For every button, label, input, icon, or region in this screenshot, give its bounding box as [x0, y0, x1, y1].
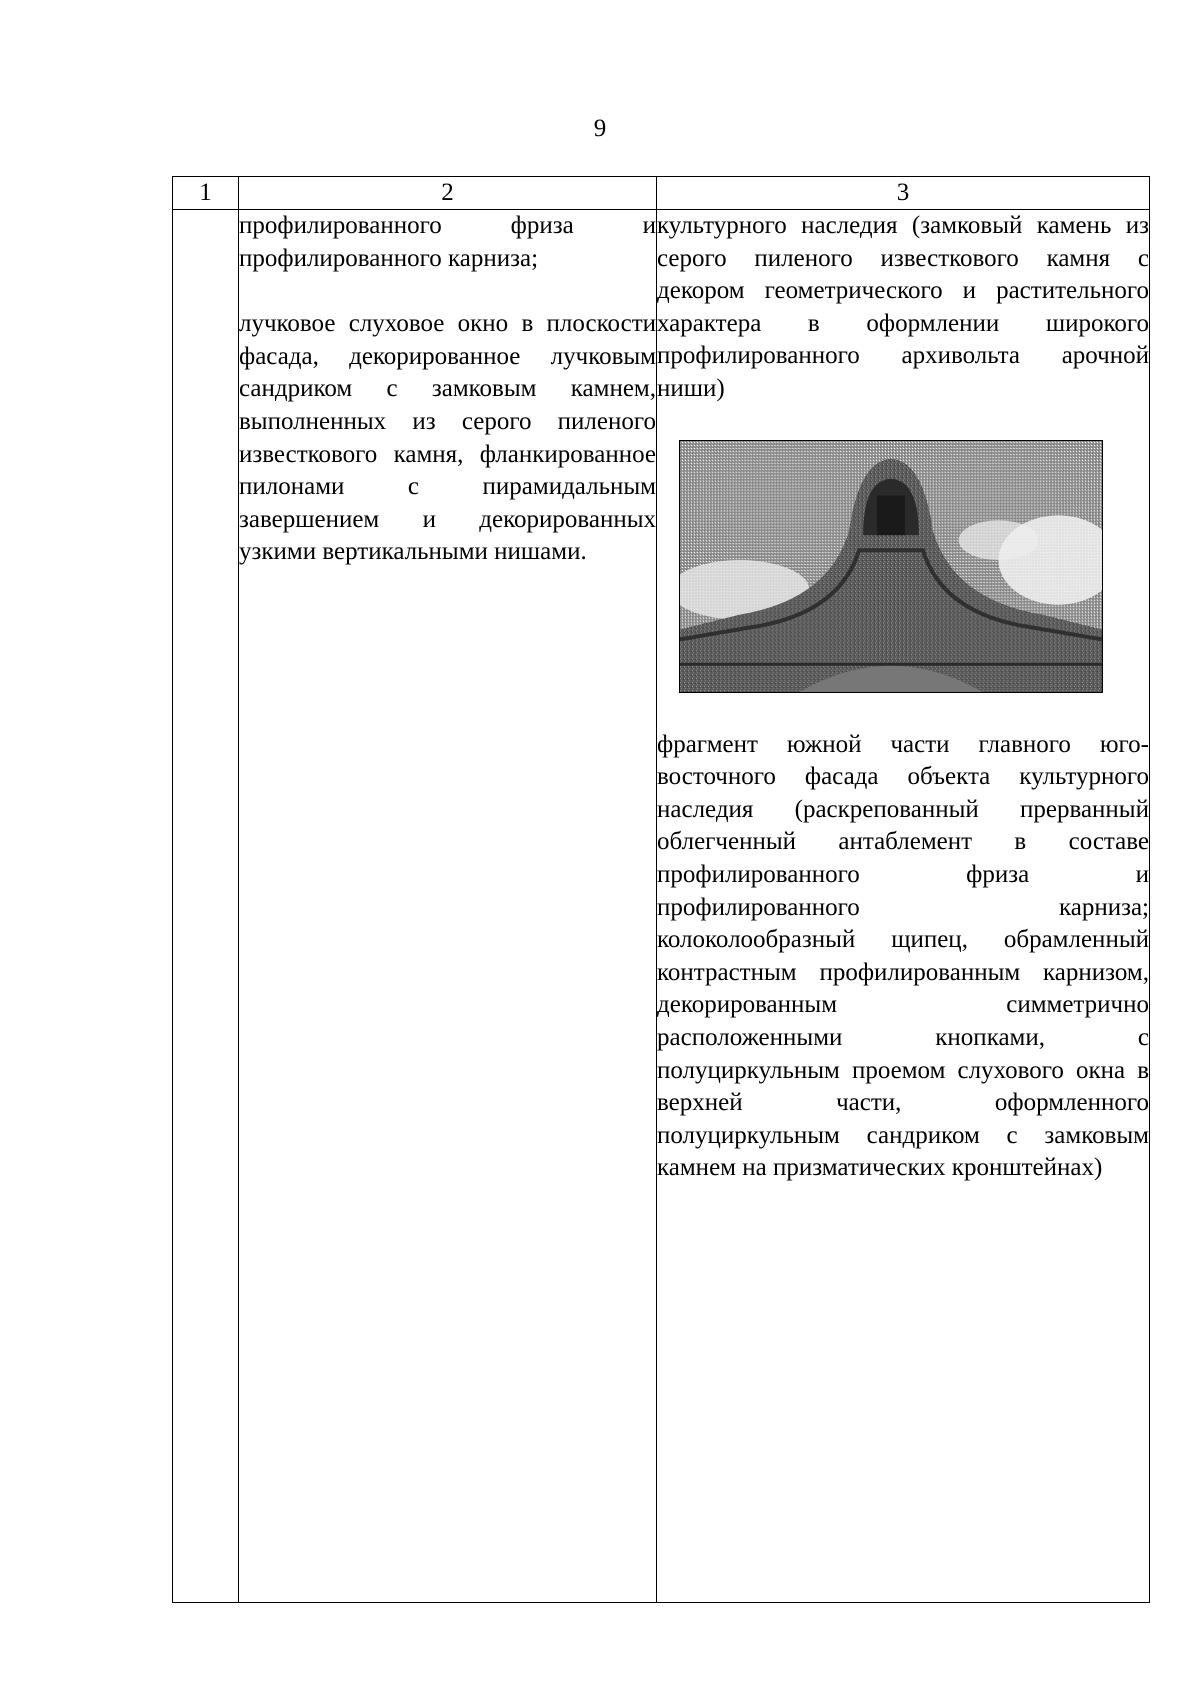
cell-col-2 — [239, 210, 657, 1603]
header-col-3: 3 — [657, 177, 1150, 210]
header-col-1: 1 — [173, 177, 239, 210]
cell-col-3 — [657, 210, 1150, 1603]
table-header-row — [173, 177, 1150, 210]
col2-paragraph-2: лучковое слуховое окно в плоскости фасада, декорированное лучковым сандриком с замковым камнем, выполненных из серого пиленого известкового камня, фланкированное пилонами с пирамидальным завершением и декорированных узкими вертикальными нишами. — [239, 310, 656, 566]
col2-paragraph-1: профилированного фриза и профилированного карниза; — [239, 212, 656, 272]
facade-photo — [679, 440, 1103, 693]
col3-paragraph-1: культурного наследия (замковый камень из серого пиленого известкового камня с декором геометрического и растительного характера в оформлении широкого профилированного архивольта арочной ниши) — [657, 212, 1149, 402]
gable-photo-image — [680, 441, 1102, 692]
table-row — [173, 210, 1150, 1603]
cell-col-1 — [173, 210, 239, 1603]
heritage-table — [172, 176, 1150, 1603]
header-col-2: 2 — [239, 177, 657, 210]
photo-caption: фрагмент южной части главного юго-восточного фасада объекта культурного наследия (раскрепованный прерванный облегченный антаблемент в составе профилированного фриза и профилированного карниза; колоколообразный щипец, обрамленный контрастным профилированным карнизом, декорированным симметрично расположенными кнопками, с полуциркульным проемом слухового окна в верхней части, оформленного полуциркульным сандриком с замковым камнем на призматических кронштейнах) — [657, 730, 1149, 1182]
page-number: 9 — [593, 115, 607, 142]
